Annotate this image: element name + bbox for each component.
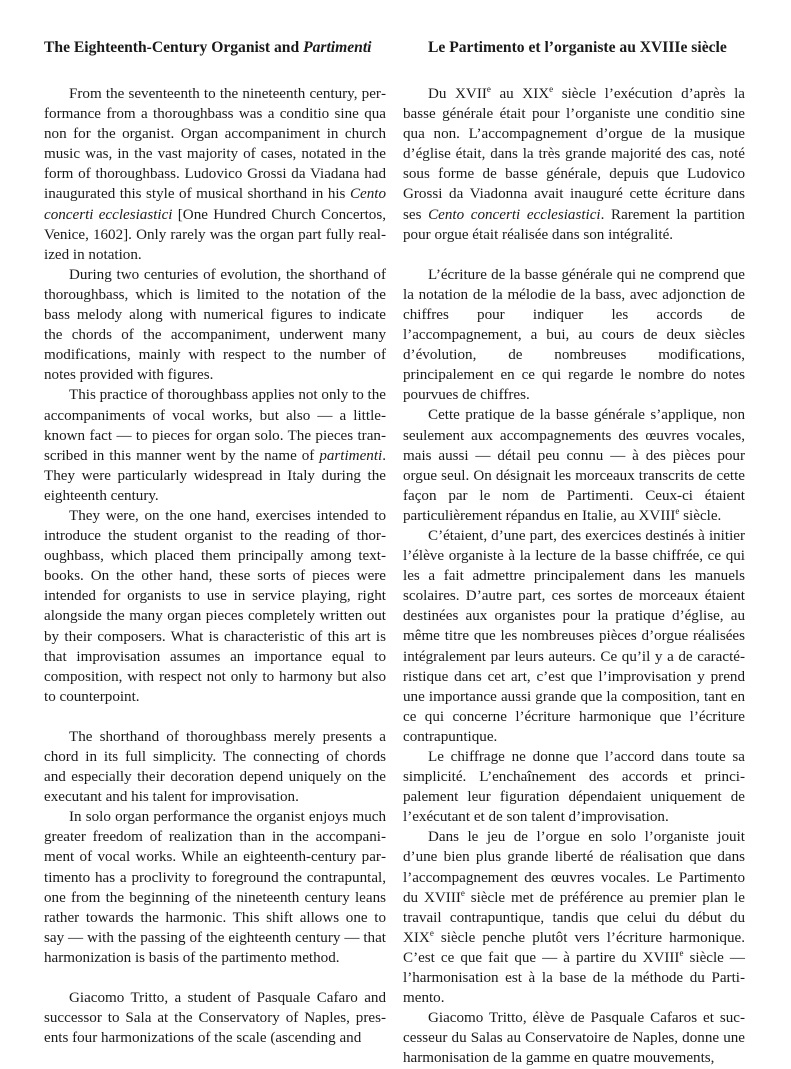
english-heading xyxy=(44,38,386,58)
english-paragraph-4: They were, on the one hand, exercises intended to introduce the student organist to the reading of thoroughbass, which placed them principally among textbooks. On the other hand, these sorts of pieces were intended for organists to use in service playing, right alongside the many organ pieces completely written out by their composers. What is characteristic of this art is that improvisation assumes an importance equal to composition, with respect not only to harmony but also to counterpoint. xyxy=(44,507,386,705)
french-p6-text-3: siècle penche plutôt vers l’écriture harmonique. C’est ce que fait que — à partire du XVIII xyxy=(403,929,745,966)
english-paragraph-7: Giacomo Tritto, a student of Pasquale Cafaro and successor to Sala at the Conservatory of Naples, presents four harmonizations of the scale (ascending and xyxy=(44,990,386,1047)
french-p1-text-2: au XIX xyxy=(490,86,550,102)
french-column xyxy=(403,38,745,1069)
superscript-e: e xyxy=(460,887,465,898)
french-paragraph-1 xyxy=(403,84,745,245)
french-paragraph-3 xyxy=(403,405,745,526)
english-column xyxy=(44,38,386,1048)
french-p1-text-end: . Rarement la partition pour orgue était réalisée dans son intégralité. xyxy=(403,206,745,243)
french-p1-text: Du XVII xyxy=(428,86,487,102)
english-heading-italic: Partimenti xyxy=(303,39,372,56)
superscript-e: e xyxy=(679,947,684,958)
french-p6-text: Dans le jeu de l’orgue en solo l’organiste jouit d’une bien plus grande liberté de réalisation que dans l’accompagnement des œuvres vocales. Le Partimento du XVIII xyxy=(403,829,745,906)
superscript-e: e xyxy=(549,84,554,94)
english-p1-text: From the seventeenth to the nineteenth century, performance from a thoroughbass was a conditio sine qua non for the organist. Organ accompaniment in church music was, in the vast majority of cases, notated in the form of thoroughbass. Ludovico Grossi da Viadana had inaugurated this style of musical shorthand in his xyxy=(44,86,386,203)
french-paragraph-5: Le chiffrage ne donne que l’accord dans toute sa simplicité. L’enchaînement des accords et principalement leur figuration dépendaient uniquement de l’exécutant et de son talent d’improvisation. xyxy=(403,749,745,826)
superscript-e: e xyxy=(675,505,680,516)
english-p3-text: This practice of thoroughbass applies not only to the accompaniments of vocal works, but also — a little-known fact — to pieces for organ solo. The pieces transcribed in this manner went by the name of xyxy=(44,387,386,464)
french-paragraph-6 xyxy=(403,827,745,1008)
superscript-e: e xyxy=(486,84,491,94)
english-p3-term: partimenti xyxy=(319,447,383,464)
french-p1-text-3: siècle l’exécution d’après la basse générale était pour l’organiste une conditio sine qua non. L’accompagnement d’orgue de la musique d’église était, dans la très grande majorité des cas, noté sous forme de basse générale, depuis que Ludovico Grossi da Viadonna avait inauguré cette écriture dans ses xyxy=(403,86,745,223)
french-p6-text-end: siècle — l’harmonisation est à la base de la méthode du Partimento. xyxy=(403,949,745,1007)
superscript-e: e xyxy=(429,927,434,938)
english-paragraph-2: During two centuries of evolution, the shorthand of thoroughbass, which is limited to the notation of the bass melody along with numerical figures to indicate the chords of the accompaniment, underwent many modifications, mainly with respect to the number of notes provided with figures. xyxy=(44,266,386,384)
french-p6-text-2: siècle met de préférence au premier plan le travail contrapuntique, tandis que celui du début du XIX xyxy=(403,889,746,946)
english-p1-text-end: [One Hundred Church Concertos, Venice, 1602]. Only rarely was the organ part fully realized in notation. xyxy=(44,206,386,263)
english-p3-text-end: . They were particularly widespread in Italy during the eighteenth century. xyxy=(44,447,386,504)
english-paragraph-1 xyxy=(44,84,386,265)
english-paragraph-3 xyxy=(44,385,386,506)
english-paragraph-6: In solo organ performance the organist enjoys much greater freedom of realization than in the accompaniment of vocal works. While an eighteenth-century partimento has a proclivity to foreground the contrapuntal, one from the beginning of the nineteenth century leans rather towards the harmonic. This shift allows one to say — with the passing of the eighteenth century — that harmonization is basis of the partimento method. xyxy=(44,809,386,966)
french-paragraph-7: Giacomo Tritto, élève de Pasquale Cafaros et successeur du Salas au Conservatoire de Naples, donne une harmonisation de la gamme en quatre mouvements, xyxy=(403,1010,745,1067)
english-p1-title: Cento concerti ecclesiastici xyxy=(44,186,386,223)
french-paragraph-2: L’écriture de la basse générale qui ne comprend que la notation de la mélodie de la bass, avec adjonction de chiffres pour indiquer les accords de l’accompagnement, a bui, au cours de deux siècles d’évolution, de nombreuses modifications, principalement en ce qui regarde le nombre do notes pourvues de chiffres. xyxy=(403,266,745,404)
french-p3-text-end: siècle. xyxy=(679,507,722,524)
english-heading-text: The Eighteenth-Century Organist and xyxy=(44,39,304,56)
french-p3-text: Cette pratique de la basse générale s’applique, non seulement aux accompagnements des œuvres vocales, mais aussi — détail peu connu — à des pièces pour orgue seul. On désignait les morceaux transcrits de cette façon par le nom de Partimenti. Ceux-ci étaient particulièrement répandus en Italie, au XVIII xyxy=(403,407,745,524)
french-p1-title: Cento concerti ecclesiastici xyxy=(428,206,601,223)
french-paragraph-4: C’étaient, d’une part, des exercices destinés à initier l’élève organiste à la lecture de la basse chiffrée, ce qui les a fait admettre principalement dans les manuels scolaires. D’autre part, ces sortes de morceaux étaient destinées aux organistes pour la pratique d’église, au même titre que les nombreuses pièces d’orgue réalisées intégralement par leurs auteurs. Ce qu’il y a de caractéristique dans cet art, c’est que l’improvisation y prend une importance aussi grande que la composition, tant en ce qui concerne l’écriture harmonique que l’écriture contrapuntique. xyxy=(403,527,745,745)
french-heading: Le Partimento et l’organiste au XVIIIe siècle xyxy=(428,39,727,56)
english-paragraph-5: The shorthand of thoroughbass merely presents a chord in its full simplicity. The connecting of chords and especially their decoration depend uniquely on the executant and his talent for improvisation. xyxy=(44,728,386,806)
